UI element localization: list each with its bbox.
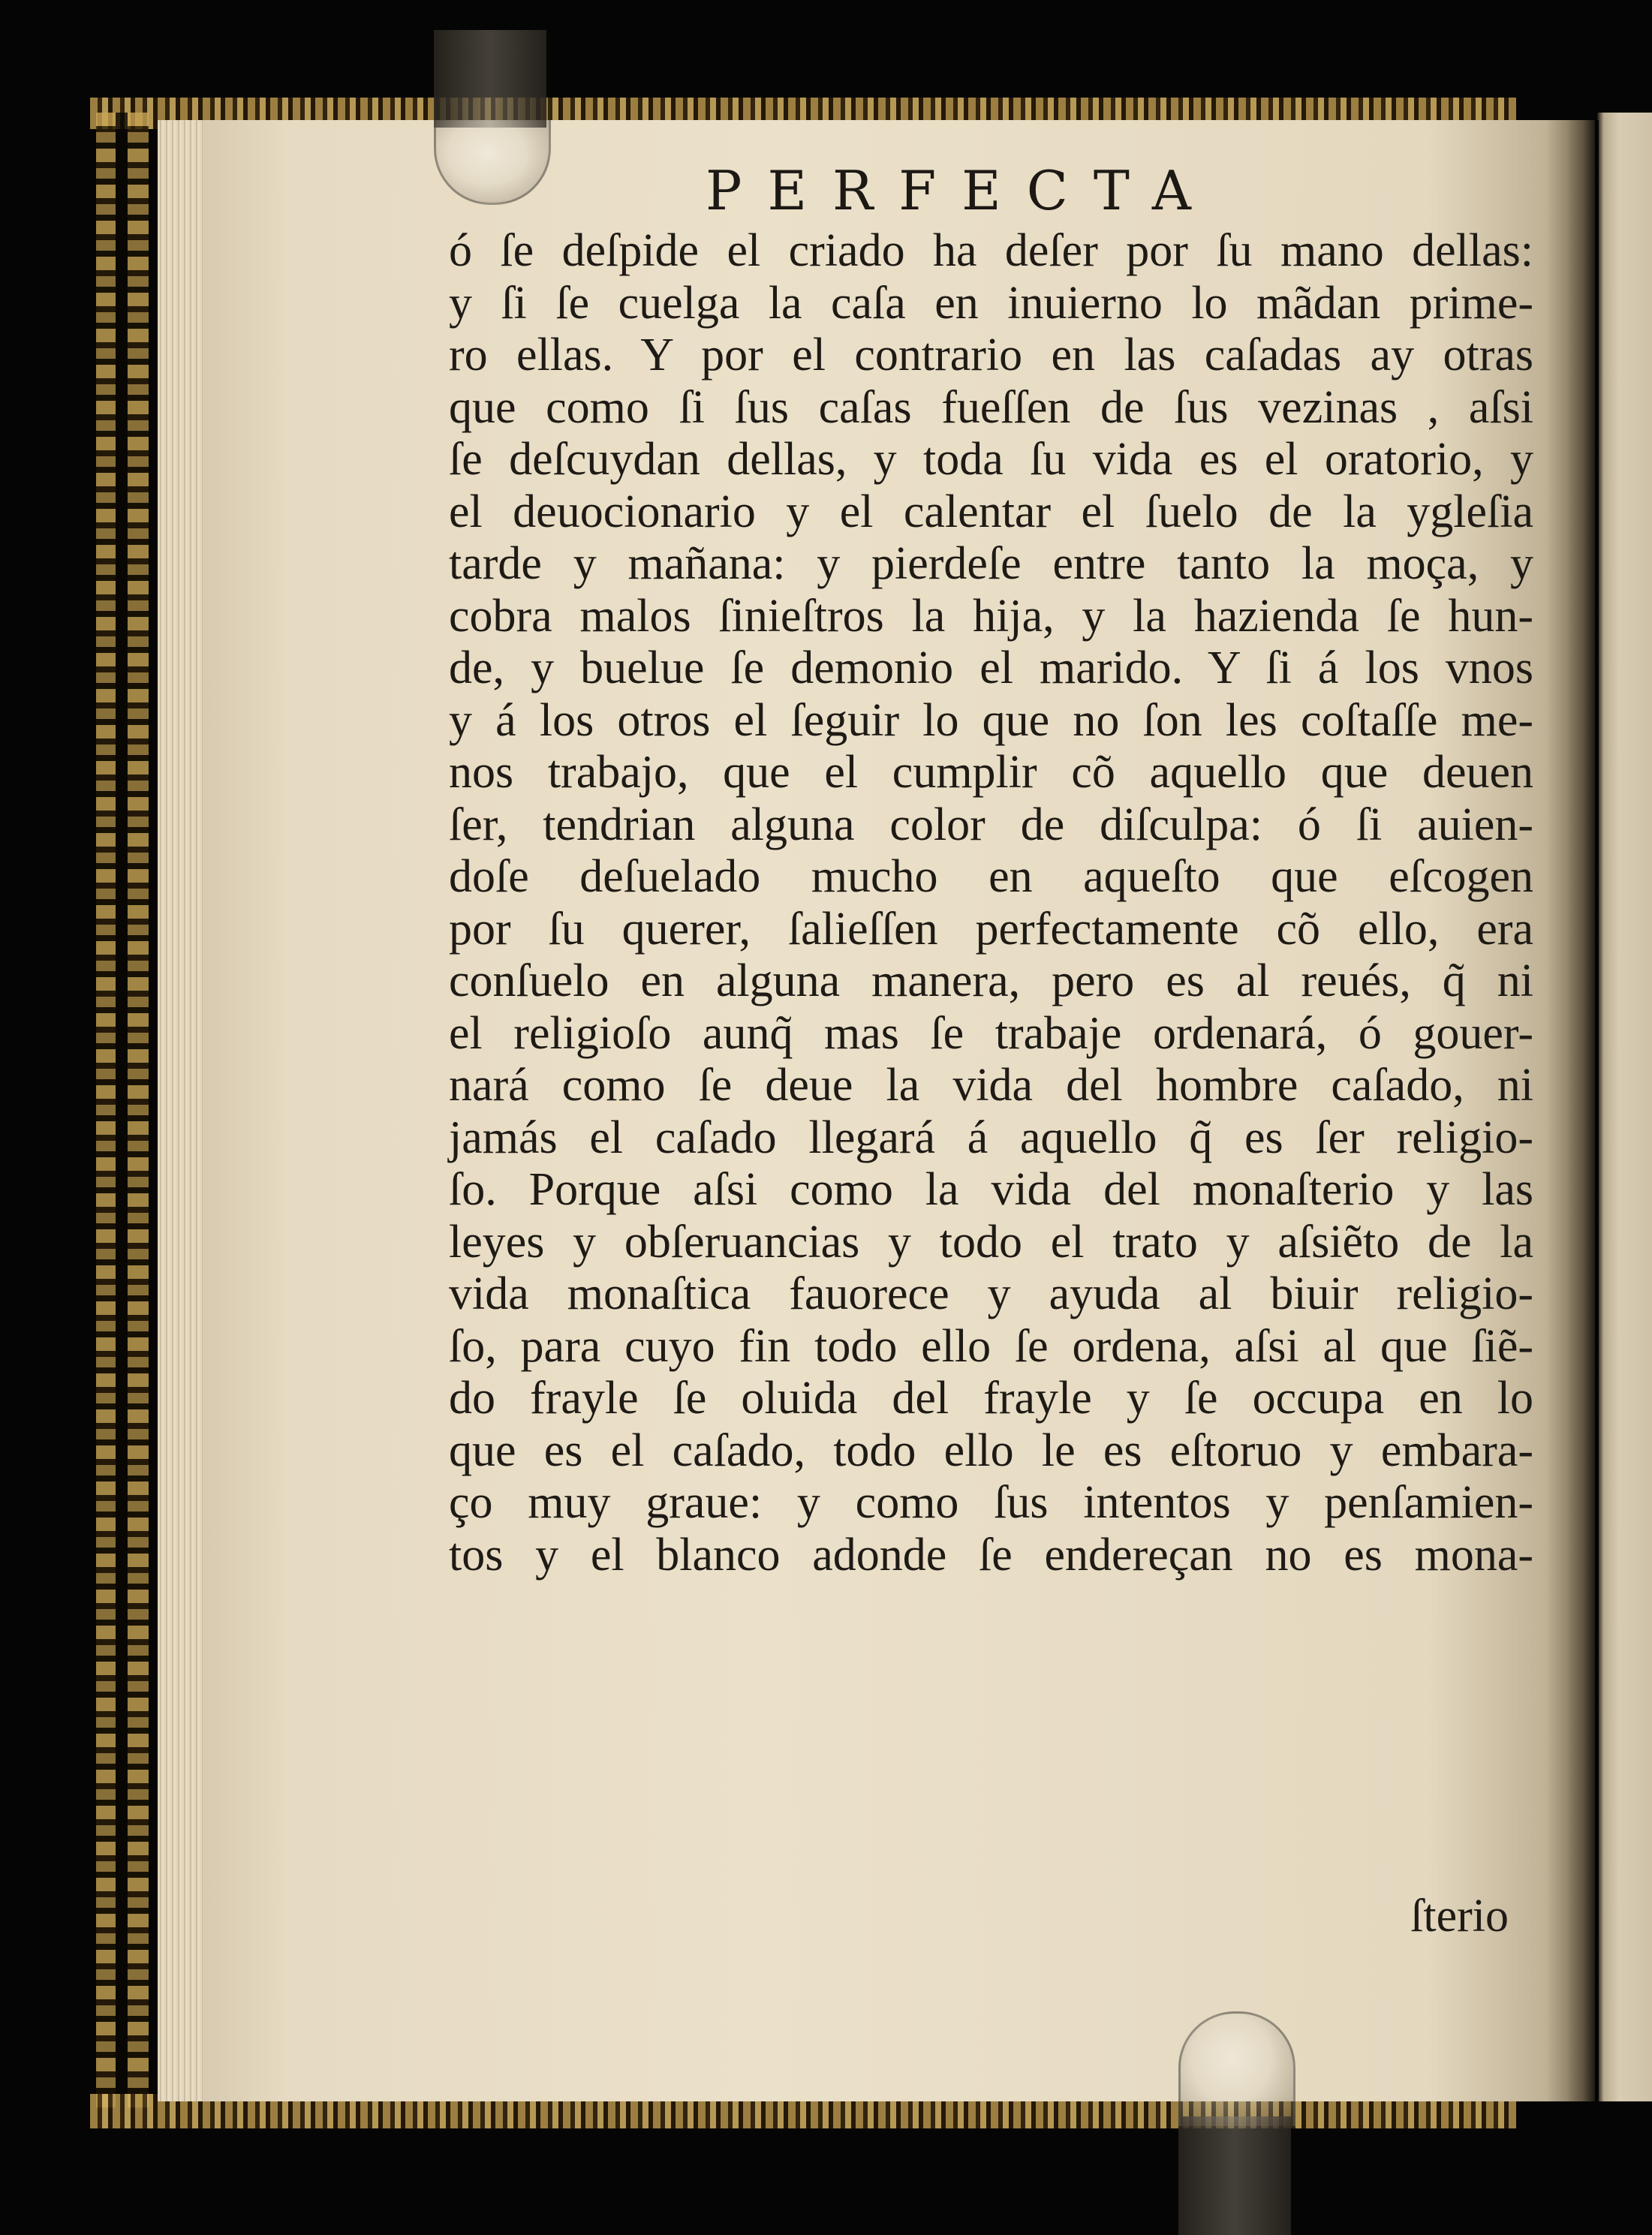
text-line: ſo. Porque aſsi como la vida del monaſterio y las xyxy=(449,1164,1533,1215)
running-head: PERFECTA xyxy=(706,159,1217,222)
text-line: vida monaſtica fauorece y ayuda al biuir religio- xyxy=(449,1268,1533,1319)
text-line: cobra malos ſinieſtros la hija, y la hazienda ſe hun- xyxy=(449,590,1533,642)
text-line: tos y el blanco adonde ſe endereçan no es mona- xyxy=(449,1529,1533,1581)
text-line: ó ſe deſpide el criado ha deſer por ſu mano dellas: xyxy=(449,225,1533,276)
text-line: el religioſo aunq̃ mas ſe trabaje ordenará, ó gouer- xyxy=(449,1007,1533,1059)
text-line: jamás el caſado llegará á aquello q̃ es ſer religio- xyxy=(449,1111,1533,1163)
catchword: ſterio xyxy=(1410,1891,1509,1942)
text-line: que como ſi ſus caſas fueſſen de ſus vezinas , aſsi xyxy=(449,381,1533,433)
book-clip-top-stem xyxy=(434,30,546,128)
text-line: ſer, tendrian alguna color de diſculpa: ó ſi auien- xyxy=(449,799,1533,850)
text-line: ſe deſcuydan dellas, y toda ſu vida es el oratorio, y xyxy=(449,434,1533,485)
text-line: conſuelo en alguna manera, pero es al reués, q̃ ni xyxy=(449,955,1533,1006)
text-line: y á los otros el ſeguir lo que no ſon les coſtaſſe me- xyxy=(449,694,1533,746)
text-line: do frayle ſe oluida del frayle y ſe occupa en lo xyxy=(449,1373,1533,1424)
text-line: ro ellas. Y por el contrario en las caſadas ay otras xyxy=(449,329,1533,381)
text-block xyxy=(449,225,1533,1581)
text-line: por ſu querer, ſalieſſen perfectamente cõ ello, era xyxy=(449,903,1533,955)
text-line: de, y buelue ſe demonio el marido. Y ſi á los vnos xyxy=(449,642,1533,693)
book-clip-bottom xyxy=(1178,2011,1295,2126)
text-line: nará como ſe deue la vida del hombre caſado, ni xyxy=(449,1060,1533,1111)
text-line: leyes y obſeruancias y todo el trato y aſsiẽto de la xyxy=(449,1216,1533,1268)
text-line: y ſi ſe cuelga la caſa en inuierno lo mãdan prime- xyxy=(449,277,1533,329)
facing-page-edge xyxy=(1597,113,1652,2101)
text-line: nos trabajo, que el cumplir cõ aquello que deuen xyxy=(449,747,1533,798)
text-line: ço muy graue: y como ſus intentos y penſamien- xyxy=(449,1477,1533,1528)
text-line: doſe deſuelado mucho en aqueſto que eſcogen xyxy=(449,851,1533,902)
gutter-shadow xyxy=(1546,120,1599,2101)
gilt-binding-left-edge xyxy=(96,113,149,2109)
text-line: ſo, para cuyo fin todo ello ſe ordena, aſsi al que ſiẽ- xyxy=(449,1320,1533,1372)
book-clip-bottom-stem xyxy=(1178,2116,1291,2235)
text-line: que es el caſado, todo ello le es eſtoruo y embara- xyxy=(449,1424,1533,1476)
text-line: el deuocionario y el calentar el ſuelo de la ygleſia xyxy=(449,486,1533,537)
text-line: tarde y mañana: y pierdeſe entre tanto la moça, y xyxy=(449,538,1533,589)
